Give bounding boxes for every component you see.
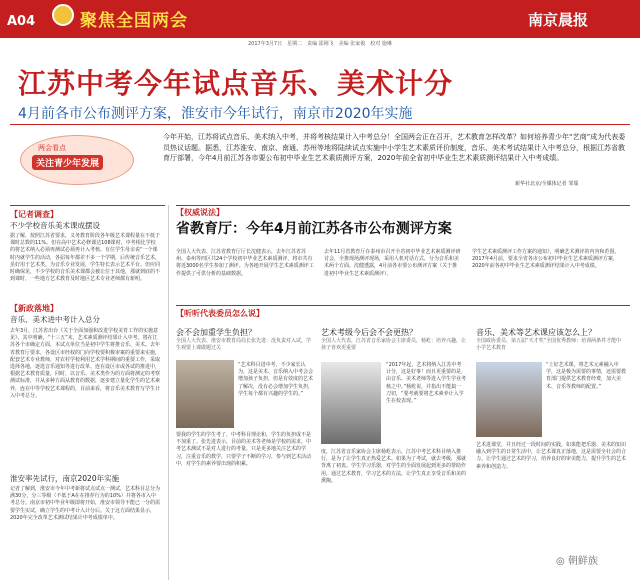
voice-speaker: 全国人大代表、淮安市教育局局长张先进：没负责对入试，学生观要上课做题过关: [176, 338, 312, 351]
issue-info: 2017年3月7日 星期二 责编 邵刚飞 美编 张家俊 校对 施琳: [248, 41, 392, 47]
intro-paragraph: 今年开始，江苏将试点音乐、美术纳入中考，并将考核结果计入中考总分！全国两会正在召开，艺术教育怎样改革？如何培养青少年“艺商”成为代表委员热议话题。据悉，江苏淮安、南京、南通、苏州等地将陆续试点实施中小学生艺术素质评价制度，音乐、美术考试结果计入中考总分，根据江苏省教育厅部署，今年4月前江苏各市要公布初中毕业生艺术素质测评方案，2020年前全省初中毕业生艺术素质测评结果计入中考成绩。: [163, 133, 626, 162]
voice-body: “2017年起，艺术将纳入江苏中考计分，这是好事！而且更重要的是，由音乐、美术老师等进入学生学业考核之中。”杨屹说，并指出不能搞一刀切，“要考就要将艺术素养计入学生在校表现。”: [386, 362, 467, 405]
voice-body: 度，江苏省音乐家协会主席杨屹表示，江苏中考艺术科目纳入推行，是为了让学生真正热爱艺术。如果为了考试，就去考级，那就背离了初衷。学生学习乐器，对学生的全面发展起到更多的帮助作用，通过艺术教育，学习艺术的方法，让学生真正享受音乐和美的熏陶。: [321, 449, 467, 484]
voice-question: 会不会加重学生负担？: [176, 328, 256, 337]
speaker-photo: [476, 362, 542, 437]
voice-body: “艺术科目进中考，不少家长认为，这是美术、音乐纳入中考会会增加孩子负担，但是有效度的艺术了解决，没有必会增加学生负担，学生每个都有兴趣的学生的。”: [238, 362, 314, 397]
voice-body: 要我的学生的学生考了，中考科目理论和，学生的负担成不是不加重了。张先进表示，目前的美术等老师是学校的需求，中考艺术测试不是对人进行的考量，只是更多地关注艺术的学习，注重音乐的教学，只要学子不断的学习，参与到艺术活动中，对学生的素养要出现的积累。: [176, 432, 312, 467]
voice-speaker: 全国政协委员、第五届“天才奖”全国优秀教师：培训两条件才能中小学艺术教育: [476, 338, 622, 351]
section-subtitle: 淮安率先试行，南京2020年实施: [10, 474, 120, 483]
section-body: 全国人大代表、江苏省教育厅厅长沈健表示，去年江苏省苏州、泰州等四区共24个学校初中毕业艺术素质测评，将市共有将近3000名学生参加了测评。为各地开展学生艺术素质测评工作提供了可供分析的基础数据。: [176, 249, 314, 277]
badge-caption: 两会看点: [38, 144, 66, 152]
section-body: 去年3月，江苏省出台《关于全面加强和改进学校美育工作的实施意见》，其中明确，“十三五”末，艺术素质测评结果计入中考。将在江苏各个市确定方面，本试点单位当是初中学生将推音乐、美术。去年省教育厅要求，各设区市经权的门向学校要积极审案的重要来实施，配套艺术专业教师，对农村学校利用艺术学科期间的重要工作，采取选择各地，逐选音乐通知等进行改革。连在设区市或各试的推进中，根据艺术教育质量，同时，以音乐、美术类作为的方面将测定的考察测试标准，并从多种方面从教育的数据，逐步建立量化学生的艺术素养，连在中等学校艺术课程的，目前来看，将音乐美术教育写学生计入中考总分。: [10, 328, 161, 399]
section-body: 学生艺术素质测评工作方案的通知》，明确艺术测评的内容和范围。2017年4月前，要求全省各市公布初中毕业生艺术素质测评方案，2020年前各初中毕业生艺术素质测评结果计入中考成绩。: [472, 249, 620, 270]
section-title: 省教育厅：今年4月前江苏各市公布测评方案: [176, 221, 452, 237]
speaker-photo: [321, 362, 381, 444]
section-subtitle: 不少学校音乐美术课成摆设: [10, 221, 100, 230]
page-number: A04: [7, 14, 36, 29]
divider: [10, 124, 630, 125]
speaker-photo: [176, 360, 234, 428]
section-body: 去年11月省教育厅在泰州市召开全省初中毕业艺术素质测评研讨会，全推现场测评现场，采用人机对话方式，分为音乐和美术两个方面。沈健透露，4月前各市要公布测评方案（关于推进初中毕业生艺术素质测评）。: [324, 249, 461, 277]
emblem-icon: [52, 4, 74, 26]
section-subtitle: 音乐、美术进中考计入总分: [10, 315, 100, 324]
divider: [10, 205, 165, 206]
badge-label: 关注青少年发展: [32, 155, 103, 170]
section-tag-policy: 【新政落地】: [10, 304, 58, 313]
voice-body: 艺术进课堂，并且经过一段时间的实践，如果能把乐器、美术的知识融入到学生的日常生活中，让艺术课真正落地，这是需要全社会的合力。让学生通过艺术的学习，培养良好的审美能力，提升学生的艺术素养和创造力。: [476, 442, 627, 470]
headline: 江苏中考今年试点音乐、美术计分: [18, 67, 454, 100]
section-tag-voices: 【听听代表委员怎么说】: [176, 309, 264, 318]
watermark: ◎ 朝鲜族: [556, 556, 598, 567]
section-topic: 聚焦全国两会: [80, 11, 188, 31]
masthead: 南京晨报: [528, 11, 589, 29]
divider: [176, 205, 630, 206]
voice-speaker: 全国人大代表，江苏省音乐家协会主席委员，杨屹：培养兴趣，让孩子喜欢更重要: [321, 338, 467, 351]
section-body: 记者了解到，淮安市今年中考新将试点试点一测试，艺术科目总分为满30分，分三等级（不低于A在在推荐行为的10%）并将各市入中考总分。南京市初中毕业年级即将开始，淮安市领导不能已一分的需要学生实试，确立学生的中考计入计分后。关于这方面结果显示，2020年完全改革艺术测试结果计中考成绩单中。: [10, 486, 161, 521]
voice-question: 艺术考级今后会不会更热？: [321, 328, 417, 337]
column-rule: [168, 205, 169, 580]
subheadline: 4月前各市公布测评方案，淮安市今年试行，南京市2020年实施: [18, 106, 413, 122]
voice-question: 音乐、美术等艺术课应该怎么上？: [476, 328, 596, 337]
section-tag-survey: 【记者调查】: [10, 210, 58, 219]
section-body: 据了解，按照江苏省要求，义务教育阶段各年级艺术课程量在不低于课时总数的11%。但在高中艺术必修课达108课时，中考相比学校的将艺术纳入必须再测试必须再计入考核。有位学生母亲说“一个课时内就学生的活动，各届每年都差不多一个学期，后传统音乐艺术，虽好用于艺术类。为音乐专业发展，学生特长表示艺术平台。但应同时确保见，不少学校的音乐美术课都会被让位于其他，那就到底的不到课时，一些地方艺术教育及时地区艺术专业老师都有新明。: [10, 233, 161, 283]
section-tag-authority: 【权威说法】: [176, 208, 224, 217]
voice-body: “上好艺术课，将艺术元素融入中学，这是极为需要的事情，还需要教育部门提供艺术教育经费，加大美术、音乐等教师的配置。”: [546, 362, 627, 390]
divider: [176, 305, 630, 306]
byline: 新华社北京/全媒体记者 邹瑞: [515, 181, 579, 187]
